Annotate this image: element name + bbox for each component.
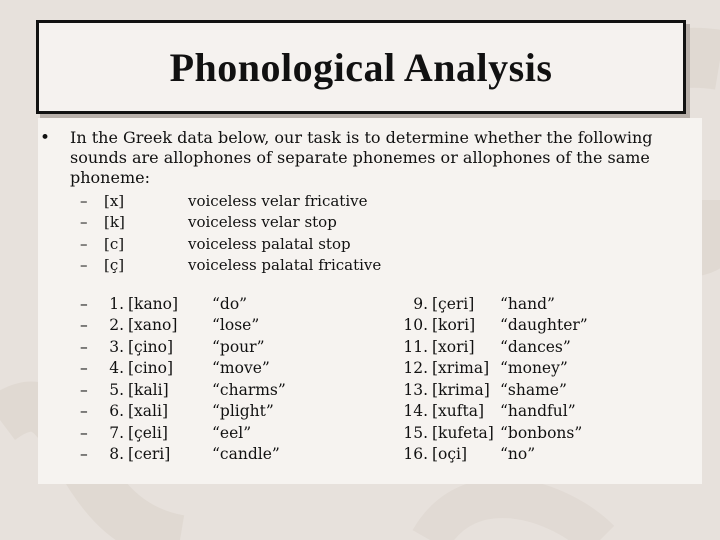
word-form: [xali] xyxy=(128,402,168,421)
sound-list xyxy=(80,190,381,276)
word-row xyxy=(396,444,588,466)
word-gloss: “hand” xyxy=(500,294,555,313)
dash-marker: – xyxy=(80,445,88,464)
word-number: 11. xyxy=(403,337,428,356)
dash-marker: – xyxy=(80,213,88,232)
sound-row xyxy=(80,212,381,234)
dash-marker: – xyxy=(80,402,88,421)
word-row xyxy=(80,336,286,358)
word-form: [xano] xyxy=(128,316,178,335)
bullet-marker: • xyxy=(40,128,51,148)
word-form: [çeli] xyxy=(128,423,168,442)
sound-row xyxy=(80,233,381,255)
word-number: 3. xyxy=(109,337,124,356)
dash-marker: – xyxy=(80,191,88,210)
word-row xyxy=(80,358,286,380)
word-list-right xyxy=(396,293,588,465)
word-form: [kali] xyxy=(128,380,169,399)
dash-marker: – xyxy=(80,316,88,335)
word-number: 12. xyxy=(403,359,428,378)
word-gloss: “eel” xyxy=(212,423,252,442)
word-row xyxy=(396,401,588,423)
word-gloss: “candle” xyxy=(212,445,280,464)
word-form: [çino] xyxy=(128,337,174,356)
sound-description: voiceless velar stop xyxy=(188,213,337,232)
word-form: [kori] xyxy=(432,316,476,335)
word-row xyxy=(396,315,588,337)
word-row xyxy=(80,293,286,315)
word-gloss: “daughter” xyxy=(500,316,588,335)
word-form: [xrima] xyxy=(432,359,490,378)
word-form: [xufta] xyxy=(432,402,485,421)
intro-paragraph: In the Greek data below, our task is to determine whether the following sounds are allophones of separate phonemes or allophones of the same phoneme: xyxy=(70,128,653,187)
word-number: 5. xyxy=(109,380,124,399)
word-row xyxy=(396,358,588,380)
title-box xyxy=(36,20,686,114)
word-form: [kufeta] xyxy=(432,423,494,442)
sound-description: voiceless palatal fricative xyxy=(188,256,382,275)
word-form: [cino] xyxy=(128,359,174,378)
sound-description: voiceless velar fricative xyxy=(188,191,368,210)
word-number: 2. xyxy=(109,316,124,335)
dash-marker: – xyxy=(80,359,88,378)
word-gloss: “shame” xyxy=(500,380,567,399)
dash-marker: – xyxy=(80,380,88,399)
word-number: 4. xyxy=(109,359,124,378)
word-form: [xori] xyxy=(432,337,475,356)
word-number: 10. xyxy=(403,316,428,335)
sound-row xyxy=(80,190,381,212)
word-number: 9. xyxy=(413,294,428,313)
word-gloss: “money” xyxy=(500,359,568,378)
sound-symbol: [ç] xyxy=(104,256,125,275)
sound-symbol: [c] xyxy=(104,234,125,253)
word-form: [kano] xyxy=(128,294,179,313)
word-number: 6. xyxy=(109,402,124,421)
dash-marker: – xyxy=(80,256,88,275)
sound-symbol: [k] xyxy=(104,213,125,232)
word-number: 14. xyxy=(403,402,428,421)
word-number: 8. xyxy=(109,445,124,464)
page-title: Phonological Analysis xyxy=(169,44,553,90)
word-list-left xyxy=(80,293,286,465)
word-number: 13. xyxy=(403,380,428,399)
word-row xyxy=(80,401,286,423)
word-row xyxy=(80,379,286,401)
sound-row xyxy=(80,255,381,277)
word-row xyxy=(396,422,588,444)
word-form: [çeri] xyxy=(432,294,475,313)
word-gloss: “dances” xyxy=(500,337,571,356)
dash-marker: – xyxy=(80,337,88,356)
word-form: [ceri] xyxy=(128,445,171,464)
word-gloss: “do” xyxy=(212,294,248,313)
word-gloss: “plight” xyxy=(212,402,274,421)
sound-description: voiceless palatal stop xyxy=(188,234,351,253)
word-gloss: “charms” xyxy=(212,380,286,399)
word-row xyxy=(80,422,286,444)
word-row xyxy=(396,336,588,358)
word-gloss: “no” xyxy=(500,445,536,464)
word-gloss: “lose” xyxy=(212,316,260,335)
word-number: 7. xyxy=(109,423,124,442)
word-row xyxy=(80,315,286,337)
word-form: [oçi] xyxy=(432,445,468,464)
word-number: 16. xyxy=(403,445,428,464)
dash-marker: – xyxy=(80,423,88,442)
word-row xyxy=(396,293,588,315)
dash-marker: – xyxy=(80,234,88,253)
word-gloss: “pour” xyxy=(212,337,265,356)
word-number: 15. xyxy=(403,423,428,442)
dash-marker: – xyxy=(80,294,88,313)
word-form: [krima] xyxy=(432,380,490,399)
word-number: 1. xyxy=(109,294,124,313)
word-gloss: “bonbons” xyxy=(500,423,583,442)
word-gloss: “handful” xyxy=(500,402,576,421)
word-row xyxy=(80,444,286,466)
word-gloss: “move” xyxy=(212,359,270,378)
sound-symbol: [x] xyxy=(104,191,125,210)
word-row xyxy=(396,379,588,401)
